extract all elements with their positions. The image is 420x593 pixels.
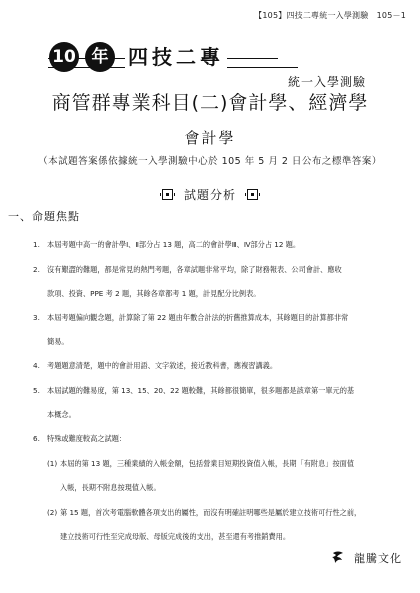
exam-type-title: 四技二專 [125,44,227,70]
subitem-number: (1) [47,459,58,468]
subitem-text: 建立技術可行性至完成母版、母版完成後的支出，甚至還有考推銷費用。 [60,532,291,541]
exam-name: 統一入學測驗 [287,75,366,89]
year-badge: 10 [49,42,79,72]
decorative-square-icon [247,189,258,200]
subitem-text: 本屆的第 13 題，三種業績的入帳金額，包括營業目短期投資值入帳，長期「有附息」按面值 [60,459,355,468]
list-item [33,427,378,451]
item-text: 本屆試題的難易度，第 13、15、20、22 題較難，其餘都很簡單，很多題都是該章第一單元的基 [47,386,355,395]
longteng-logo-icon [330,550,346,566]
list-item [33,354,378,378]
item-text: 本概念。 [47,410,76,419]
item-number: 6. [33,434,40,443]
item-text: 考題題意清楚，題中的會計用語、文字敘述，接近教科書，應複習講義。 [47,361,278,370]
item-text: 簡易。 [47,337,69,346]
list-item [33,233,378,257]
item-number: 1. [33,240,40,249]
subject-title: 商管群專業科目(二)會計學、經濟學 [51,92,369,114]
list-item [33,306,378,354]
analysis-title [0,186,420,203]
subitem-text: 入帳，長期不附息按現值入帳。 [60,483,161,492]
answer-note: （本試題答案係依據統一入學測驗中心於 105 年 5 月 2 日公布之標準答案） [38,156,382,167]
item-text: 本屆考題中高一的會計學Ⅰ、Ⅱ部分占 13 題，高二的會計學Ⅲ、Ⅳ部分占 12 題。 [47,240,301,249]
item-number: 3. [33,313,40,322]
item-text: 款項、投資、PPE 考 2 題，其餘各章都考 1 題，計見配分比例表。 [47,289,261,298]
sub-list-item [47,452,385,500]
section-heading: 會計學 [184,129,236,147]
publisher-brand [330,550,403,567]
item-text: 本屆考題偏向觀念題，計算除了第 22 題由年數合計法的折舊推算成本，其餘題目的計算都非常 [47,313,349,322]
subitem-number: (2) [47,508,58,517]
item-text: 特殊或難度較高之試題： [47,434,127,443]
list-item [33,379,378,427]
item-number: 4. [33,361,40,370]
sub-list-item [47,501,385,549]
item-number: 2. [33,265,40,274]
subitem-text: 第 15 題，首次考電腦軟體各項支出的屬性，而沒有明確註明哪些是屬於建立技術可行性之前， [60,508,362,517]
focus-heading: 一、命題焦點 [8,210,80,223]
list-item [33,258,378,306]
analysis-title-text: 試題分析 [183,188,236,202]
brand-name: 龍騰文化 [354,552,402,565]
item-text: 沒有艱澀的難題，都是常見的熱門考題，各章試題非常平均，除了財務報表、公司會計、應收 [47,265,342,274]
item-number: 5. [33,386,40,395]
decorative-square-icon [162,189,173,200]
nian-badge: 年 [85,42,115,72]
header-reference: 【105】四技二專統一入學測驗 105－1 [254,11,406,20]
